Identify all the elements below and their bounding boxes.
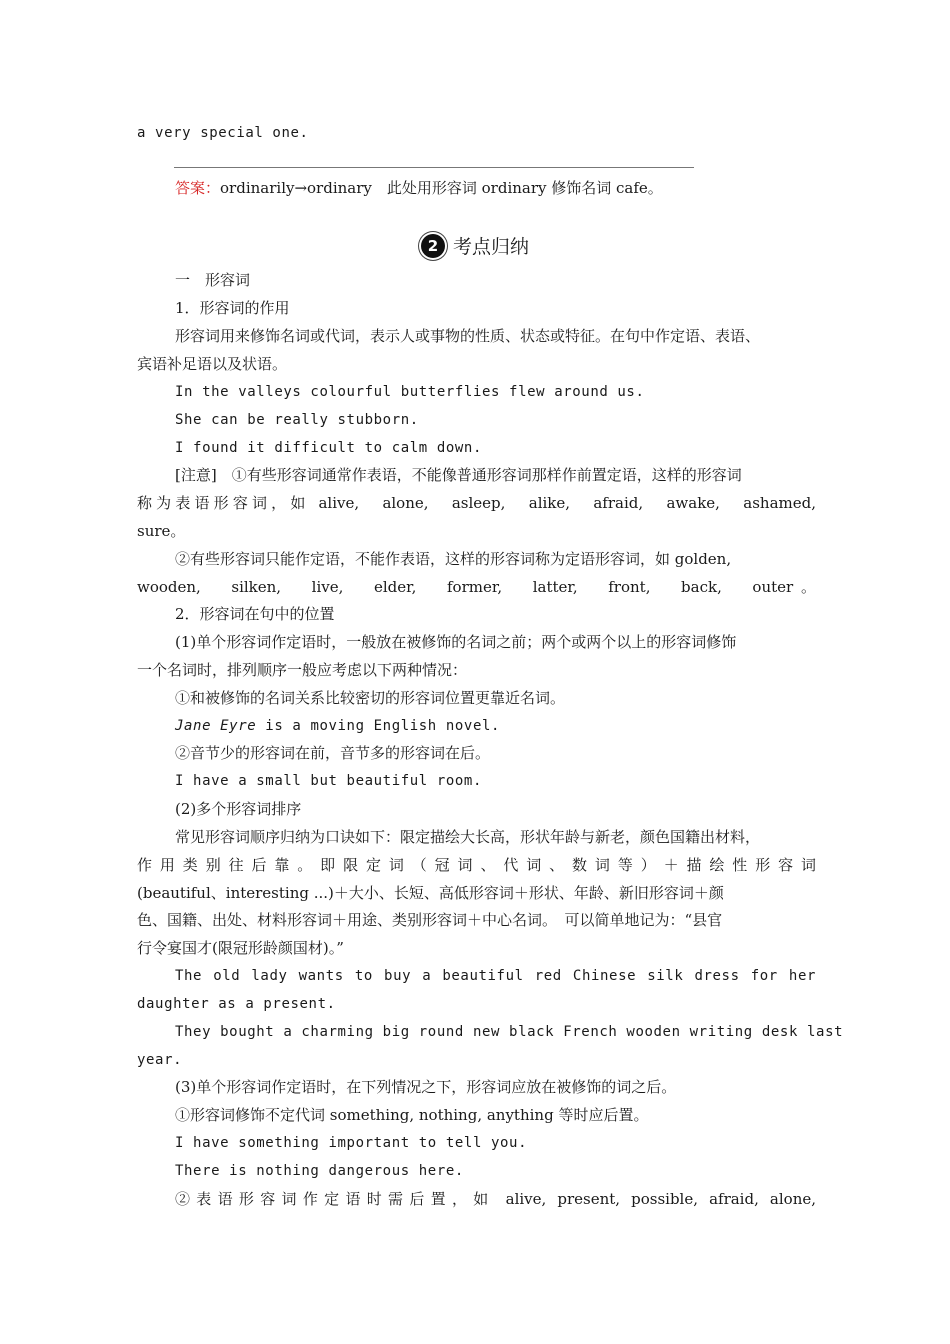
section-title: 考点归纳 xyxy=(452,236,529,258)
example-sentence: She can be really stubborn. xyxy=(175,412,419,428)
note-line: [注意] ①有些形容词通常作表语，不能像普通形容词那样作前置定语，这样的形容词 xyxy=(175,466,742,484)
rule-line: ②表语形容词作定语时需后置，如 alive, present, possible, afraid, alone, xyxy=(175,1190,816,1208)
rule-line: ①和被修饰的名词关系比较密切的形容词位置更靠近名词。 xyxy=(175,689,566,707)
previous-text: a very special one. xyxy=(137,125,309,141)
answer-divider xyxy=(174,167,694,168)
section-heading xyxy=(0,233,950,261)
rule-line: ②音节少的形容词在前，音节多的形容词在后。 xyxy=(175,744,491,762)
answer-label: 答案： xyxy=(175,179,221,197)
note-line: wooden, silken, live, elder, former, latter, front, back, outer。 xyxy=(137,578,816,596)
note-line: sure。 xyxy=(137,522,186,540)
paragraph-line: 色、国籍、出处、材料形容词＋用途、类别形容词＋中心名词。 可以简单地记为：“县官 xyxy=(137,911,723,929)
section-number-badge: 2 xyxy=(421,234,445,258)
subheading-order: (2)多个形容词排序 xyxy=(175,800,302,818)
paragraph-line: (3)单个形容词作定语时，在下列情况之下，形容词应放在被修饰的词之后。 xyxy=(175,1078,677,1096)
paragraph-line: 一个名词时，排列顺序一般应考虑以下两种情况： xyxy=(137,661,468,679)
example-sentence: In the valleys colourful butterflies flew around us. xyxy=(175,384,645,400)
answer-text: ordinarily→ordinary 此处用形容词 ordinary 修饰名词 cafe。 xyxy=(220,179,663,197)
example-sentence: I found it difficult to calm down. xyxy=(175,440,482,456)
rule-line: ①形容词修饰不定代词 something, nothing, anything 等时应后置。 xyxy=(175,1106,649,1124)
paragraph-line: (1)单个形容词作定语时，一般放在被修饰的名词之前；两个或两个以上的形容词修饰 xyxy=(175,633,737,651)
example-sentence: I have a small but beautiful room. xyxy=(175,773,482,789)
paragraph-line: 常见形容词顺序归纳为口诀如下：限定描绘大长高，形状年龄与新老，颜色国籍出材料， xyxy=(175,828,761,846)
answer-line xyxy=(175,178,816,198)
example-sentence: There is nothing dangerous here. xyxy=(175,1163,464,1179)
subheading-position: 2．形容词在句中的位置 xyxy=(175,605,335,623)
example-sentence: daughter as a present. xyxy=(137,996,336,1012)
heading-adjective: 一 形容词 xyxy=(175,271,251,289)
note-line: 称为表语形容词，如 alive, alone, asleep, alike, afraid, awake, ashamed, xyxy=(137,494,816,512)
paragraph-line: 行令宴国才(限冠形龄颜国材)。” xyxy=(137,939,344,957)
paragraph-line: (beautiful、interesting ...)＋大小、长短、高低形容词＋形状、年龄、新旧形容词＋颜 xyxy=(137,884,724,902)
example-sentence: I have something important to tell you. xyxy=(175,1135,528,1151)
paragraph-line: 宾语补足语以及状语。 xyxy=(137,355,288,373)
example-sentence: They bought a charming big round new black French wooden writing desk last xyxy=(175,1024,844,1040)
subheading-function: 1．形容词的作用 xyxy=(175,299,290,317)
paragraph-line: 形容词用来修饰名词或代词，表示人或事物的性质、状态或特征。在句中作定语、表语、 xyxy=(175,327,761,345)
example-sentence: The old lady wants to buy a beautiful red Chinese silk dress for her xyxy=(175,968,816,984)
book-title: Jane Eyre xyxy=(175,718,257,734)
paragraph-line: 作用类别往后靠。即限定词（冠词、代词、数词等）＋描绘性形容词 xyxy=(137,856,816,874)
example-sentence: Jane Eyre is a moving English novel. xyxy=(175,718,501,734)
note-line: ②有些形容词只能作定语，不能作表语，这样的形容词称为定语形容词，如 golden, xyxy=(175,550,732,568)
example-sentence: year. xyxy=(137,1052,183,1068)
